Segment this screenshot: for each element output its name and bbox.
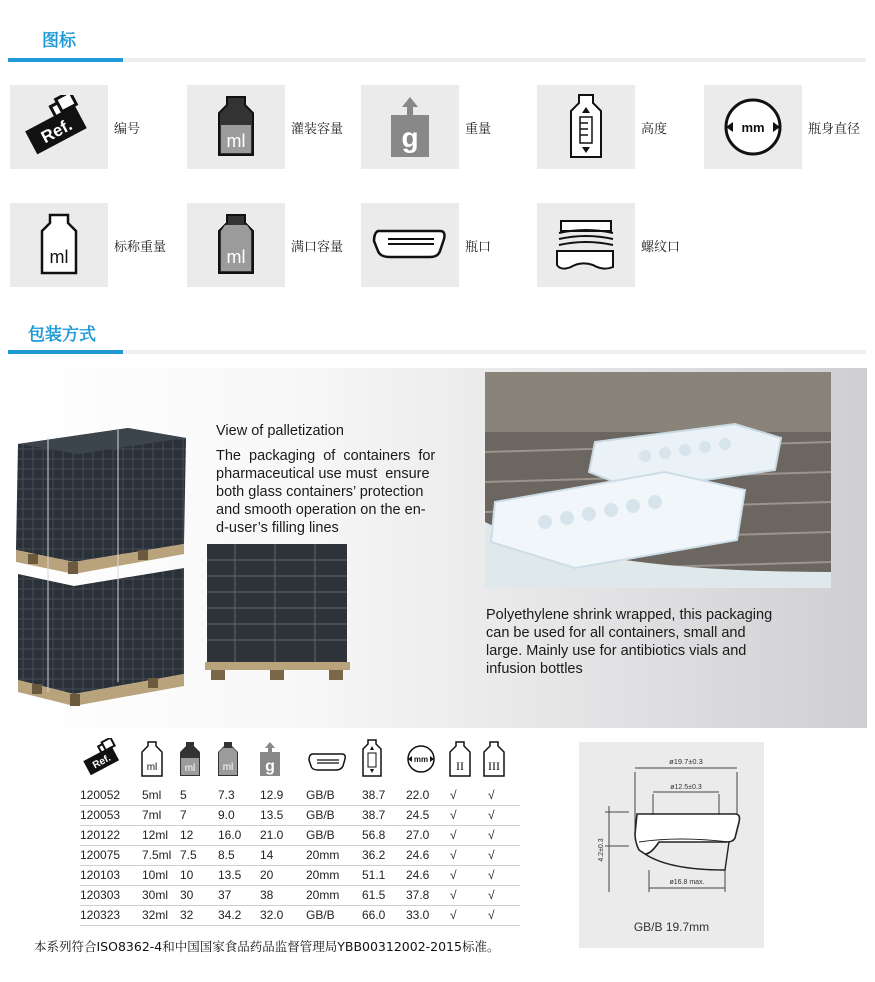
pallet-title: View of palletization (216, 423, 344, 439)
legend-item-thread-neck (537, 203, 680, 287)
table-cell: 10ml (142, 865, 180, 885)
svg-text:ml: ml (226, 247, 246, 267)
table-cell: 61.5 (362, 885, 406, 905)
filling-volume-icon (211, 95, 261, 159)
pallet-text-line: The packaging of containers for (216, 448, 436, 464)
table-cell: √ (450, 905, 488, 925)
legend-label: 瓶口 (465, 239, 492, 255)
legend-label: 螺纹口 (641, 239, 681, 255)
legend-item-weight (361, 85, 491, 169)
legend-label: 高度 (641, 121, 668, 137)
legend-item-height (537, 85, 667, 169)
table-cell: 16.0 (218, 825, 260, 845)
svg-text:ml: ml (184, 763, 196, 774)
footnote: 本系列符合ISO8362-4和中国国家食品药品监督管理局YBB00312002-2015标准。 (34, 939, 500, 954)
table-cell: 37 (218, 885, 260, 905)
table-cell: 7.5ml (142, 845, 180, 865)
ref-icon (19, 95, 99, 159)
table-cell: 66.0 (362, 905, 406, 925)
table-cell: 13.5 (260, 805, 306, 825)
shrink-wrap-image (485, 372, 831, 588)
dim-bottom-label: ø16.8 max. (669, 879, 705, 886)
svg-text:II: II (456, 759, 464, 773)
table-cell: √ (488, 905, 520, 925)
table-cell: 20mm (306, 885, 362, 905)
table-cell: √ (488, 805, 520, 825)
height-icon (363, 740, 381, 776)
table-cell: √ (450, 845, 488, 865)
table-cell: 37.8 (406, 885, 450, 905)
table-cell: 120103 (80, 865, 142, 885)
table-cell: 30 (180, 885, 218, 905)
table-cell: √ (450, 865, 488, 885)
dim-top-label: ø19.7±0.3 (669, 757, 703, 766)
table-cell: 12ml (142, 825, 180, 845)
legend-item-diameter (704, 85, 860, 169)
shrink-text-line: can be used for all containers, small and (486, 625, 746, 641)
pallet-small-image (205, 542, 350, 682)
neck-dimension-diagram (579, 742, 764, 948)
table-cell: 7 (180, 805, 218, 825)
table-cell: 33.0 (406, 905, 450, 925)
table-cell: √ (450, 805, 488, 825)
pallet-text-line: and smooth operation on the en- (216, 502, 426, 518)
table-cell: √ (450, 885, 488, 905)
table-cell: 38.7 (362, 785, 406, 805)
table-cell: 7.3 (218, 785, 260, 805)
shrink-text-line: infusion bottles (486, 661, 583, 677)
table-cell: GB/B (306, 805, 362, 825)
table-cell: 13.5 (218, 865, 260, 885)
table-cell: 8.5 (218, 845, 260, 865)
legend-label: 灌装容量 (291, 121, 344, 137)
brimful-volume-icon (218, 742, 238, 776)
dim-inner-label: ø12.5±0.3 (670, 784, 702, 791)
pallet-text-line: both glass containers’ protection (216, 484, 424, 500)
table-cell: 38 (260, 885, 306, 905)
neck-drawing (579, 742, 764, 912)
table-cell: 32 (180, 905, 218, 925)
svg-text:ml: ml (146, 762, 158, 773)
table-cell: 120323 (80, 905, 142, 925)
weight-icon (385, 95, 435, 159)
table-cell: 12.9 (260, 785, 306, 805)
table-cell: √ (488, 825, 520, 845)
bottle-neck-icon (370, 225, 450, 265)
table-cell: 9.0 (218, 805, 260, 825)
table-row (80, 885, 520, 905)
table-row (80, 805, 520, 825)
table-cell: 14 (260, 845, 306, 865)
table-cell: 36.2 (362, 845, 406, 865)
svg-text:g: g (401, 122, 419, 153)
table-cell: 24.6 (406, 845, 450, 865)
svg-text:mm: mm (413, 755, 429, 764)
svg-text:g: g (265, 758, 275, 775)
table-cell: √ (488, 865, 520, 885)
diameter-icon (720, 94, 786, 160)
table-cell: √ (488, 845, 520, 865)
svg-text:III: III (488, 759, 500, 773)
svg-text:mm: mm (741, 120, 765, 135)
table-cell: 120053 (80, 805, 142, 825)
legend-item-ref (10, 85, 140, 169)
table-cell: √ (450, 825, 488, 845)
table-cell: 10 (180, 865, 218, 885)
table-cell: 56.8 (362, 825, 406, 845)
table-cell: 5ml (142, 785, 180, 805)
shrink-text-line: Polyethylene shrink wrapped, this packaging (486, 607, 773, 623)
svg-text:ml: ml (49, 247, 69, 267)
table-cell: 32ml (142, 905, 180, 925)
svg-text:Ref.: Ref. (90, 752, 113, 772)
legend-label: 编号 (114, 121, 141, 137)
svg-text:ml: ml (222, 762, 234, 773)
table-cell: 12 (180, 825, 218, 845)
weight-icon (260, 742, 280, 776)
pallet-stack-image (8, 424, 190, 708)
legend-label: 满口容量 (291, 239, 344, 255)
diameter-icon (408, 746, 434, 772)
legend-label: 重量 (465, 121, 492, 137)
nominal-volume-icon (34, 213, 84, 277)
table-cell: 32.0 (260, 905, 306, 925)
table-cell: √ (450, 785, 488, 805)
spec-table (80, 785, 520, 926)
nominal-volume-icon (142, 742, 162, 776)
table-cell: 20 (260, 865, 306, 885)
legend-label: 瓶身直径 (808, 121, 861, 137)
table-row (80, 845, 520, 865)
table-cell: 20mm (306, 865, 362, 885)
legend-item-nominal-volume (10, 203, 166, 287)
bottle-neck-icon (309, 754, 345, 770)
section-title-packaging: 包装方式 (28, 325, 96, 345)
svg-text:Ref.: Ref. (37, 115, 76, 148)
class-iii-icon (484, 742, 504, 776)
table-cell: 120075 (80, 845, 142, 865)
table-cell: 27.0 (406, 825, 450, 845)
table-cell: 7.5 (180, 845, 218, 865)
table-row (80, 905, 520, 925)
table-cell: 24.5 (406, 805, 450, 825)
table-cell: 22.0 (406, 785, 450, 805)
table-cell: 34.2 (218, 905, 260, 925)
table-cell: 21.0 (260, 825, 306, 845)
table-cell: GB/B (306, 825, 362, 845)
legend-item-bottle-neck (361, 203, 491, 287)
table-cell: GB/B (306, 785, 362, 805)
pallet-text-line: pharmaceutical use must ensure (216, 466, 430, 482)
table-row (80, 865, 520, 885)
table-cell: 30ml (142, 885, 180, 905)
table-row (80, 785, 520, 805)
table-cell: √ (488, 885, 520, 905)
table-cell: 5 (180, 785, 218, 805)
brimful-volume-icon (211, 213, 261, 277)
section-title-icons: 图标 (42, 31, 76, 51)
legend-label: 标称重量 (114, 239, 167, 255)
filling-volume-icon (180, 742, 200, 776)
table-cell: 24.6 (406, 865, 450, 885)
table-cell: GB/B (306, 905, 362, 925)
table-cell: 38.7 (362, 805, 406, 825)
table-cell: 51.1 (362, 865, 406, 885)
thread-neck-icon (553, 215, 619, 275)
svg-text:ml: ml (226, 131, 246, 151)
class-ii-icon (450, 742, 470, 776)
section-divider (8, 350, 866, 354)
table-header-icons (80, 738, 520, 780)
table-cell: 7ml (142, 805, 180, 825)
section-divider (8, 58, 866, 62)
legend-item-brimful-volume (187, 203, 343, 287)
table-row (80, 825, 520, 845)
table-cell: 120303 (80, 885, 142, 905)
table-cell: 120052 (80, 785, 142, 805)
table-cell: 20mm (306, 845, 362, 865)
pallet-text-line: d-user’s filling lines (216, 520, 339, 536)
diagram-caption: GB/B 19.7mm (633, 920, 710, 934)
legend-item-filling-volume (187, 85, 343, 169)
dim-height-label: 4.2±0.3 (598, 838, 605, 862)
table-cell: √ (488, 785, 520, 805)
height-icon (561, 93, 611, 161)
table-cell: 120122 (80, 825, 142, 845)
shrink-text-line: large. Mainly use for antibiotics vials and (486, 643, 747, 659)
ref-icon (80, 738, 122, 775)
